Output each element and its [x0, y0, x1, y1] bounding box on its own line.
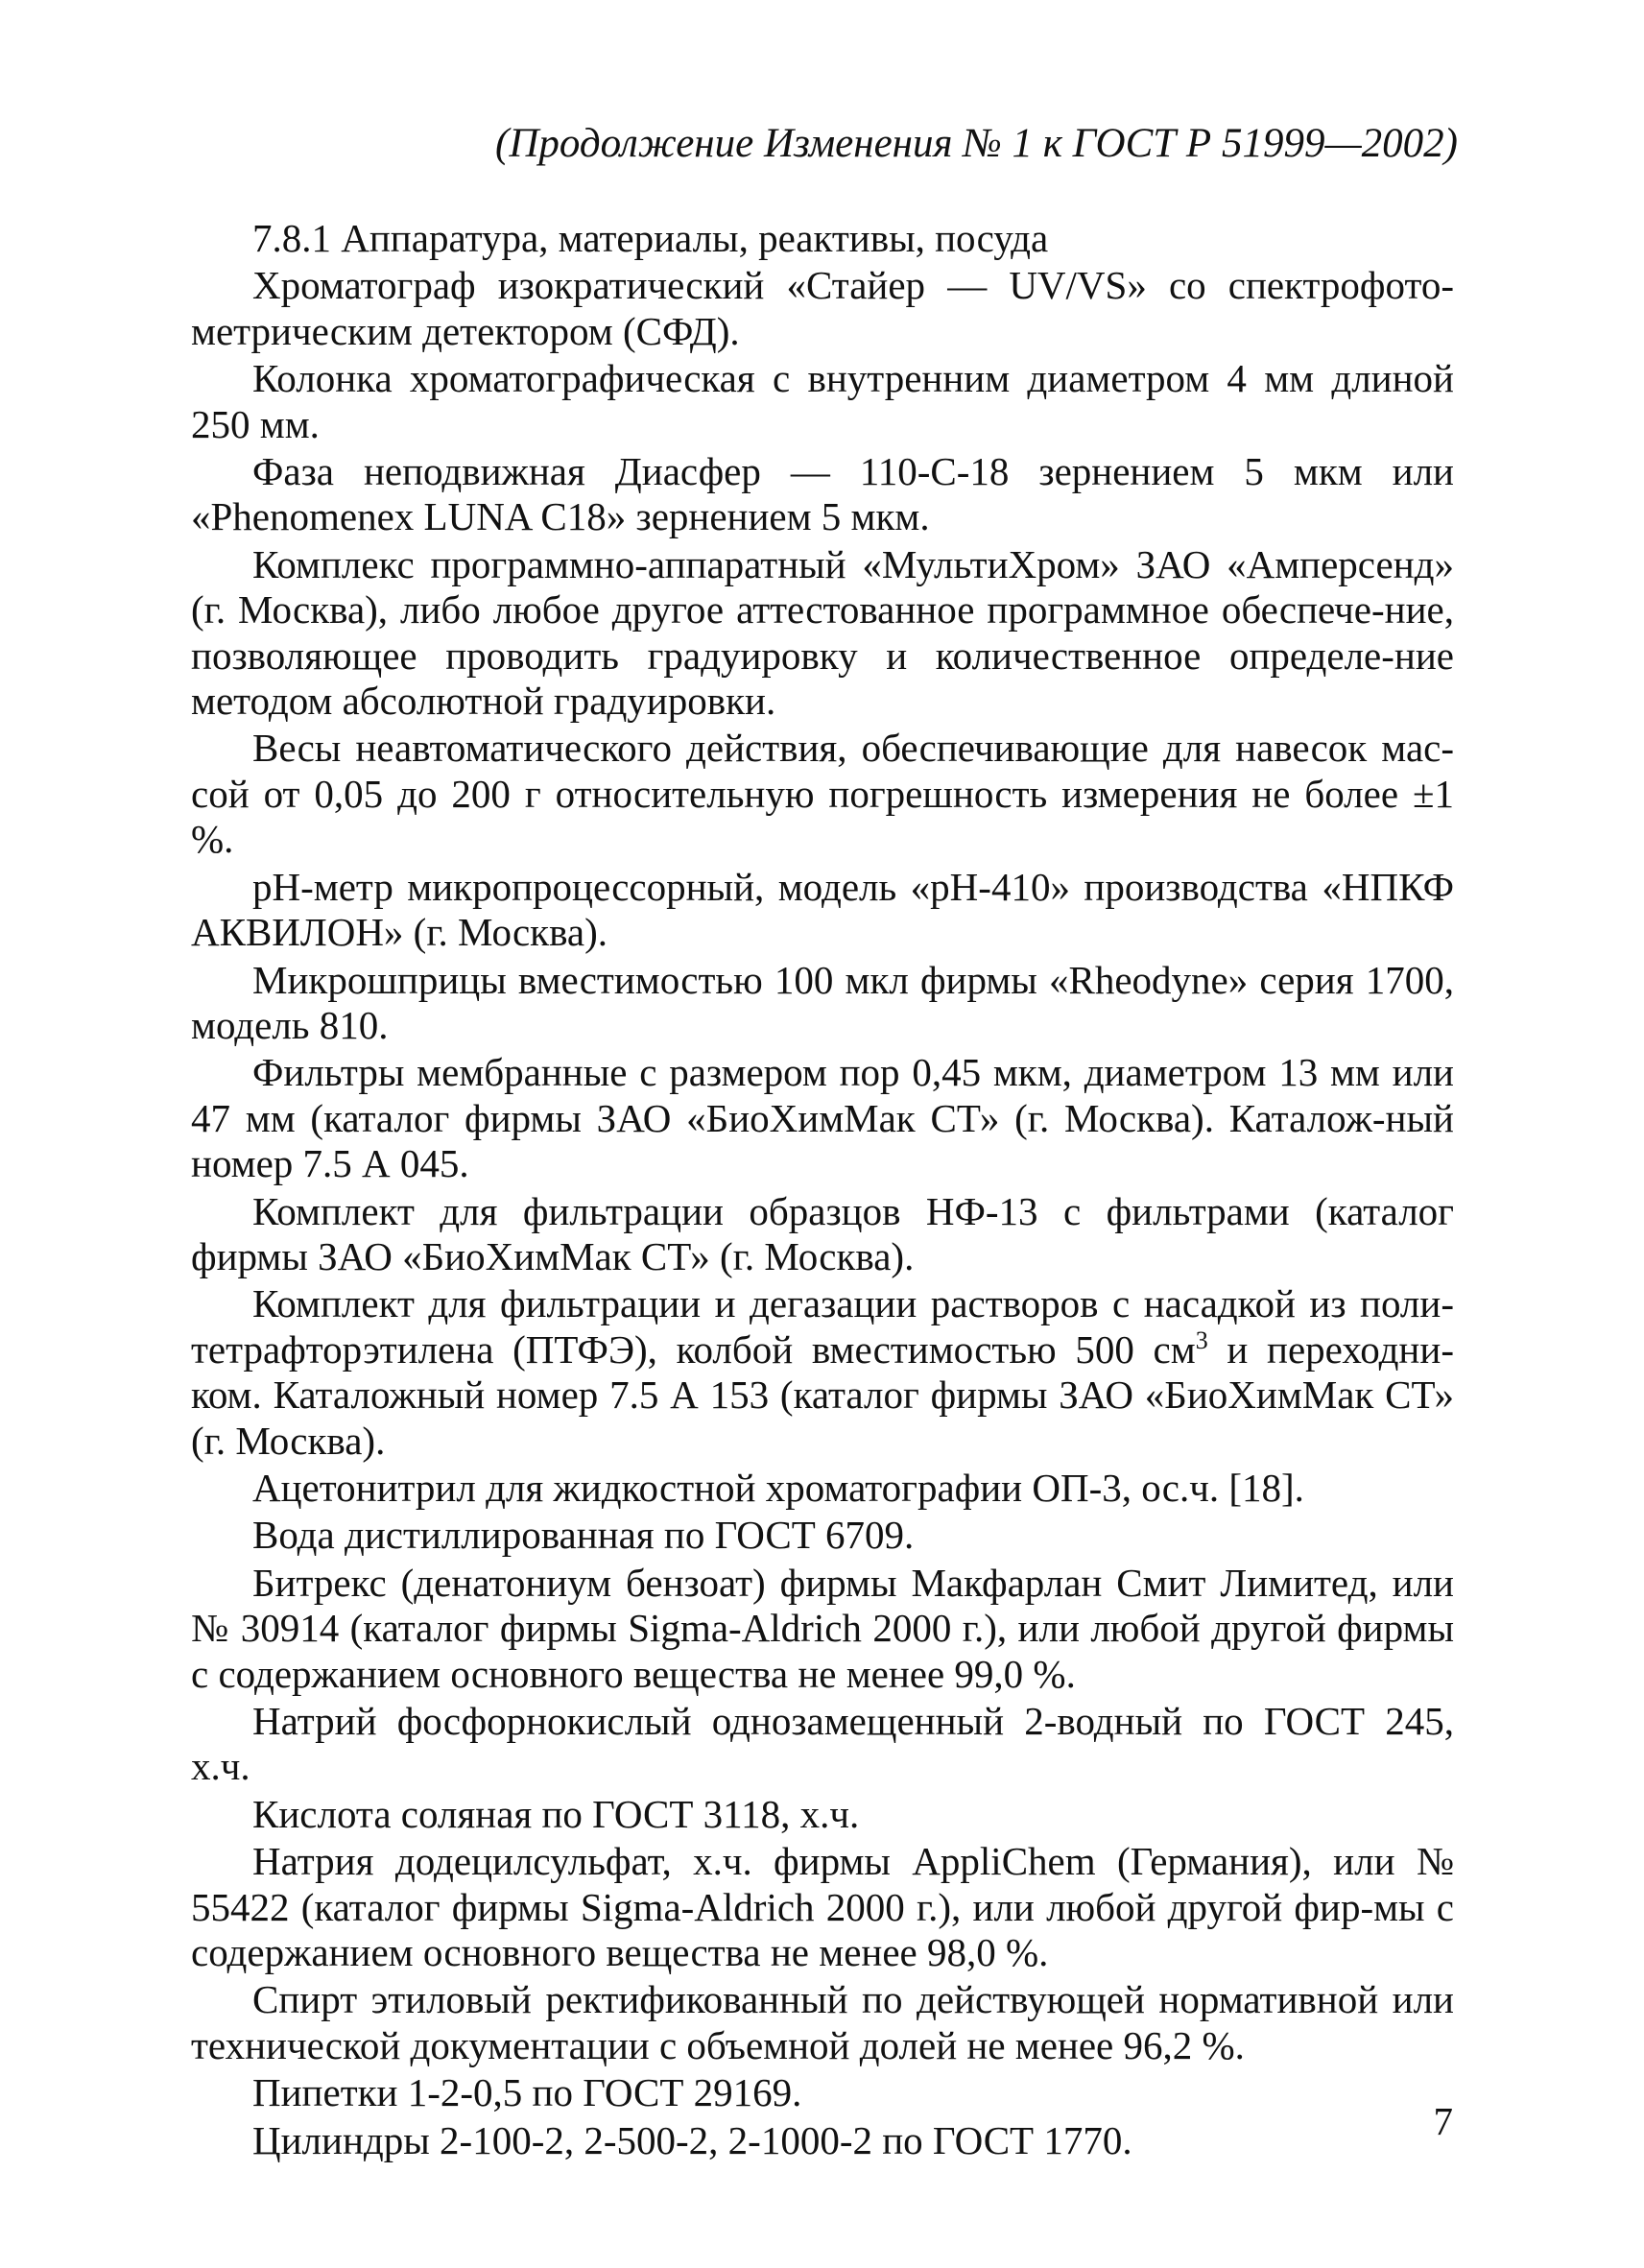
paragraph-sodium-dodecyl-sulfate: Натрия додецилсульфат, х.ч. фирмы AppliChem (Германия), или № 55422 (каталог фирмы Sigma-Aldrich 2000 г.), или любой другой фир-мы с содержанием основного вещества не менее 98,0 %.	[191, 1839, 1454, 1975]
paragraph-software-complex: Комплекс программно-аппаратный «МультиХром» ЗАО «Амперсенд» (г. Москва), либо любое другое аттестованное программное обеспече-ние, позволяющее проводить градуировку и количественное определе-ние методом абсолютной градуировки.	[191, 541, 1454, 724]
paragraph-microsyringes: Микрошприцы вместимостью 100 мкл фирмы «Rheodyne» серия 1700, модель 810.	[191, 957, 1454, 1047]
paragraph-chromatograph: Хроматограф изократический «Стайер — UV/VS» со спектрофото-метрическим детектором (СФД).	[191, 263, 1454, 353]
paragraph-stationary-phase: Фаза неподвижная Диасфер — 110-С-18 зернением 5 мкм или «Phenomenex LUNA C18» зернением 5 мкм.	[191, 449, 1454, 539]
paragraph-degassing-kit	[191, 1281, 1454, 1464]
paragraph-acetonitrile: Ацетонитрил для жидкостной хроматографии ОП-3, ос.ч. [18].	[252, 1465, 1304, 1510]
paragraph-column: Колонка хроматографическая с внутренним диаметром 4 мм длиной 250 мм.	[191, 356, 1454, 446]
paragraph-ph-meter: рН-метр микропроцессорный, модель «рН-410» производства «НПКФ АКВИЛОН» (г. Москва).	[191, 864, 1454, 955]
paragraph-ethyl-alcohol: Спирт этиловый ректификованный по действующей нормативной или технической документации с объемной долей не менее 96,2 %.	[191, 1977, 1454, 2067]
page-number: 7	[1433, 2099, 1453, 2143]
running-header: (Продолжение Изменения № 1 к ГОСТ Р 51999—2002)	[495, 121, 1458, 166]
paragraph-scales: Весы неавтоматического действия, обеспечивающие для навесок мас-сой от 0,05 до 200 г относительную погрешность измерения не более ±1 %.	[191, 726, 1454, 862]
paragraph-bitrex: Битрекс (денатониум бензоат) фирмы Макфарлан Смит Лимитед, или № 30914 (каталог фирмы Sigma-Aldrich 2000 г.), или любой другой фирмы с содержанием основного вещества не менее 99,0 %.	[191, 1560, 1454, 1696]
degassing-kit-text-before: Комплект для фильтрации и дегазации растворов с насадкой из поли-тетрафторэтилена (ПТФЭ), колбой вместимостью 500 см	[191, 1281, 1454, 1372]
paragraph-hydrochloric-acid: Кислота соляная по ГОСТ 3118, х.ч.	[252, 1791, 860, 1836]
paragraph-distilled-water: Вода дистиллированная по ГОСТ 6709.	[252, 1513, 915, 1558]
paragraph-sodium-phosphate: Натрий фосфорнокислый однозамещенный 2-водный по ГОСТ 245, х.ч.	[191, 1699, 1454, 1789]
paragraph-membrane-filters: Фильтры мембранные с размером пор 0,45 мкм, диаметром 13 мм или 47 мм (каталог фирмы ЗАО «БиоХимМак СТ» (г. Москва). Каталож-ный номер 7.5 А 045.	[191, 1050, 1454, 1186]
paragraph-cylinders: Цилиндры 2-100-2, 2-500-2, 2-1000-2 по ГОСТ 1770.	[252, 2117, 1132, 2162]
superscript-cubic: 3	[1195, 1325, 1208, 1354]
paragraph-filtration-kit: Комплект для фильтрации образцов НФ-13 с фильтрами (каталог фирмы ЗАО «БиоХимМак СТ» (г. Москва).	[191, 1188, 1454, 1278]
degassing-kit-text-after: и переходни-ком. Каталожный номер 7.5 А 153 (каталог фирмы ЗАО «БиоХимМак СТ» (г. Москва).	[191, 1326, 1454, 1463]
document-body	[191, 216, 1454, 2163]
paragraph-pipettes: Пипетки 1-2-0,5 по ГОСТ 29169.	[252, 2070, 802, 2115]
section-heading-7-8-1: 7.8.1 Аппаратура, материалы, реактивы, посуда	[252, 216, 1049, 260]
